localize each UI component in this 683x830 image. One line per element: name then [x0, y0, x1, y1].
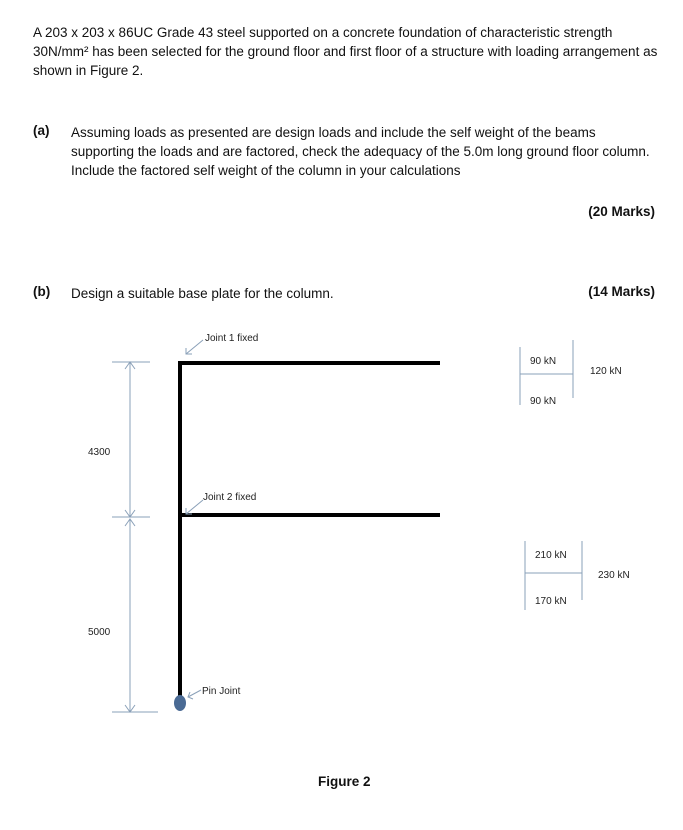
joint2-label: Joint 2 fixed	[203, 492, 257, 503]
lower-load-left-top: 210 kN	[535, 550, 567, 561]
question-a-label: (a)	[33, 123, 50, 138]
frame-members	[178, 362, 440, 702]
lower-load-left-bottom: 170 kN	[535, 596, 567, 607]
dimension-upper: 4300	[88, 447, 111, 458]
dimension-lines	[112, 362, 158, 712]
joint1-label: Joint 1 fixed	[205, 333, 259, 344]
dimension-lower: 5000	[88, 627, 111, 638]
figure-caption: Figure 2	[318, 774, 371, 789]
question-b-text: Design a suitable base plate for the column.	[71, 286, 334, 301]
problem-intro: A 203 x 203 x 86UC Grade 43 steel supported on a concrete foundation of characteristic strength 30N/mm² has been selected for the ground floor and first floor of a structure with loading arrangement as shown in Figure 2.	[33, 25, 658, 78]
joint-pointers	[186, 340, 203, 699]
upper-load-left-bottom: 90 kN	[530, 396, 557, 407]
question-a-marks: (20 Marks)	[588, 204, 655, 219]
pin-support	[174, 695, 186, 711]
upper-load-left-top: 90 kN	[530, 356, 557, 367]
upper-load-right: 120 kN	[590, 366, 622, 377]
question-b-marks: (14 Marks)	[588, 284, 655, 299]
question-b-label: (b)	[33, 284, 51, 299]
pin-joint-label: Pin Joint	[202, 686, 241, 697]
question-a-text: Assuming loads as presented are design loads and include the self weight of the beams supporting the loads and are factored, check the adequacy of the 5.0m long ground floor column. Include the factored self weight of the column in your calculations	[71, 125, 650, 178]
lower-load-right: 230 kN	[598, 570, 630, 581]
